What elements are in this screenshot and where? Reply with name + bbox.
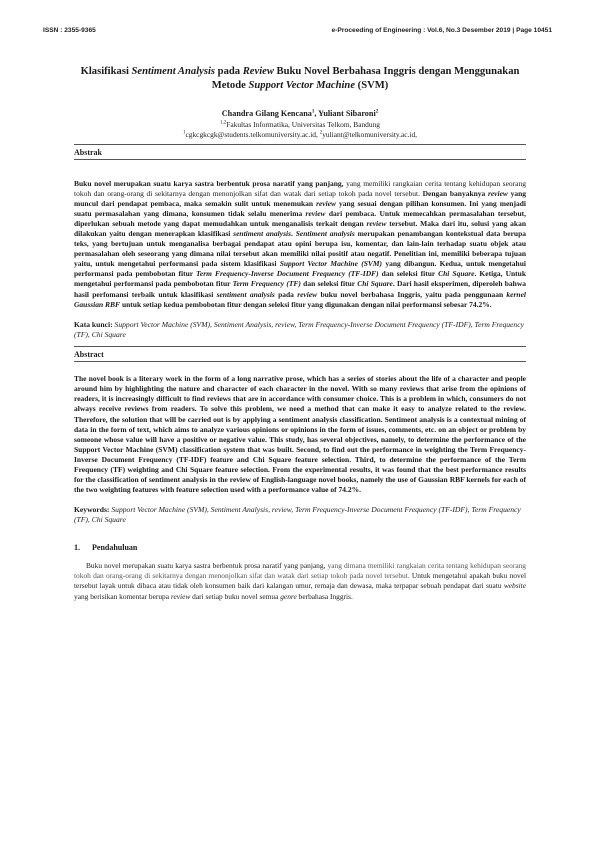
abstrak-text: Buku novel merupakan suatu karya sastra berbentuk prosa naratif yang panjang, yang memiliki rangkaian cerita tentang kehidupan seorang tokoh dan orang-orang di sekitarnya dengan menonjolkan sifat dan watak dari setiap tokoh pada novel tersebut. Dengan banyaknya review yang muncul dari pendapat pembaca, maka semakin sulit untuk menemukan review yang sesuai dengan pilihan konsumen. Ini yang menjadi suatu permasalahan yang dimana, konsumen tidak selalu menerima review dari pembaca. Untuk memecahkan permasalahan tersebut, diperlukan sebuah metode yang dapat memudahkan untuk menganalisis terkait dengan review tersebut. Maka dari itu, solusi yang akan dilakukan yaitu dengan menerapkan klasifikasi sentiment analysis. Sentiment analysis merupakan penambangan kontekstual data berupa teks, yang bertujuan untuk menganalisa berbagai pendapat atau opini berupa isu, komentar, dan lain-lain terhadap suatu objek atau permasalahan oleh seseorang yang dimana nilai tersebut akan memiliki nilai positif atau negatif. Penelitian ini, memiliki beberapa tujuan yaitu, untuk mengetahui performansi pada sistem klasifikasi Support Vector Machine (SVM) yang dibangun. Kedua, untuk mengetahui performansi pada pembobotan fitur Term Frequency-Inverse Document Frequency (TF-IDF) dan seleksi fitur Chi Square. Ketiga, Untuk mengetahui performansi pada pembobotan fitur Term Frequency (TF) dan seleksi fitur Chi Square. Dari hasil eksperimen, diperoleh bahwa hasil perfomansi terbaik untuk klasifikasi sentiment analysis pada review buku novel berbahasa Inggris, yaitu pada penggunaan kernel Gaussian RBF untuk setiap kedua pembobotan fitur dengan seleksi fitur yang digunakan dengan nilai performansi sebesar 74.2%. (74, 178, 527, 309)
paper-title: Klasifikasi Sentiment Analysis pada Review Buku Novel Berbahasa Inggris dengan Menggunakan Metode Support Vector Machine (SVM) (80, 66, 520, 91)
keywords: Keywords: Support Vector Machine (SVM), Sentiment Analysis, review, Term Frequency-Inverse Document Frequency (TF-IDF), Term Frequency (TF), Chi Square (74, 505, 521, 525)
issn-label: ISSN : 2355-9365 (43, 27, 96, 34)
abstrak-heading: Abstrak (74, 147, 103, 157)
abstract-heading: Abstract (74, 350, 104, 360)
divider (74, 159, 526, 160)
journal-info: e-Proceeding of Engineering : Vol.6, No.3 Desember 2019 | Page 10451 (331, 27, 552, 34)
affiliation: $^{1,2}$Fakultas Informatika, Universitas Telkom, Bandung (220, 119, 380, 129)
paper-page (74, 65, 526, 602)
kata-kunci: Kata kunci: Support Vector Machine (SVM), Sentiment Analysis, review, Term Frequency-Inverse Document Frequency (TF-IDF), Term Frequency (TF), Chi Square (74, 319, 524, 339)
divider (74, 144, 526, 145)
author-emails: $^1$cgkcgkcgk@students.telkomuniversity.ac.id, $^2$yuliant@telkomuniversity.ac.id, (183, 129, 417, 139)
divider (74, 346, 526, 347)
author-list: Chandra Gilang Kencana$^1$, Yuliant Sibaroni$^2$ (221, 109, 379, 118)
divider (74, 361, 526, 362)
section-body: Buku novel merupakan suatu karya sastra berbentuk prosa naratif yang panjang, yang dimana memiliki rangkaian cerita tentang kehidupan seorang tokoh dan orang-orang di sekitarnya dengan menonjolkan sifat dan watak dari setiap tokoh pada novel tersebut. Untuk mengetahui apakah buku novel tersebut layak untuk dibaca atau tidak oleh konsumen baik dari kalangan umur, remaja dan dewasa, maka terpapar sebuah pendapat dari suatu website yang berisikan komentar berupa review dari setiap buku novel semua genre berbahasa Inggris. (74, 560, 527, 601)
abstract-text: The novel book is a literary work in the form of a long narrative prose, which has a series of stories about the life of a character and people around him by highlighting the nature and character of each character in the novel. With so many reviews that arise from the opinions of readers, it is increasingly difficult to find reviews that are in accordance with consumer choice. This is a problem in which, consumers do not always receive reviews from readers. To solve this problem, we need a method that can make it easy to analyze related to the review. Therefore, the solution that will be carried out is by applying a sentiment analysis classification. Sentiment analysis is a contextual mining of data in the form of text, which aims to analyze various opinions or opinions in the form of issues, comments, etc. on an object or problem by someone whose value will have a positive or negative value. This study, has several objectives, namely, to determine the performance of the Support Vector Machine (SVM) classification system that was built. Second, to find out the performance in weighting the Term Frequency-Inverse Document Frequency (TF-IDF) feature and Chi Square feature selection. Third, to determine the performance of the Term Frequency (TF) weighting and Chi Square feature selection. From the experimental results, it was found that the best performance results for the classification of sentiment analysis in the review of English-language novel books, namely the use of Gaussian RBF kernels for each of the two weighting features with feature selection used with a performance value of 74.2%. (74, 374, 526, 495)
section-heading: 1. Pendahuluan (74, 542, 138, 552)
